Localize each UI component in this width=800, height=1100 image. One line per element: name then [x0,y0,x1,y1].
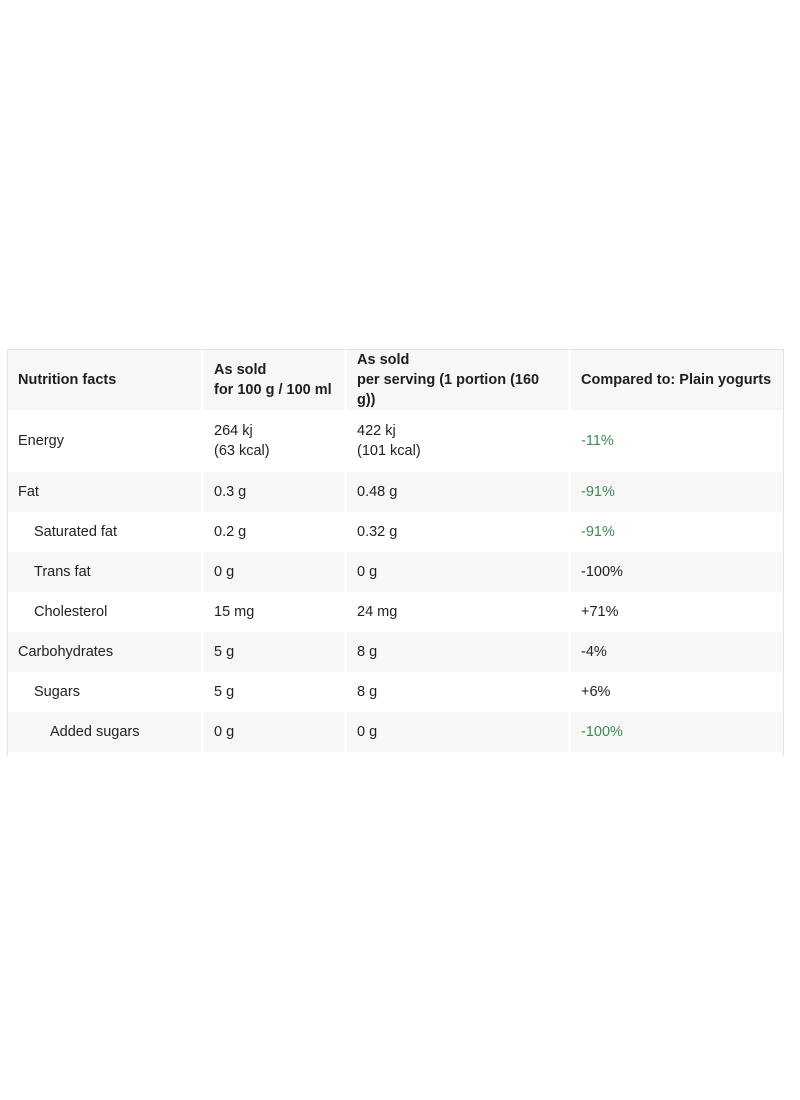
compared-value: -91% [571,472,783,512]
nutrient-name: Trans fat [8,552,201,592]
nutrient-name: Energy [8,410,201,472]
table-row-fat [8,472,783,512]
table-row-cholesterol [8,592,783,632]
header-per-serving: As sold per serving (1 portion (160 g)) [347,350,568,410]
header-nutrition-facts: Nutrition facts [8,350,201,410]
header-per-100g: As sold for 100 g / 100 ml [204,350,344,410]
value-per-serving: 422 kj (101 kcal) [347,410,568,472]
nutrient-name: Saturated fat [8,512,201,552]
table-header-row [8,350,783,410]
value-per-serving: 8 g [347,632,568,672]
table-row-energy [8,410,783,472]
nutrition-table [7,350,784,752]
value-per-100g: 0 g [204,552,344,592]
table-row-added-sugars [8,712,783,752]
value-per-100g: 0 g [204,712,344,752]
value-per-100g: 5 g [204,632,344,672]
nutrient-name: Carbohydrates [8,632,201,672]
nutrient-name: Added sugars [8,712,201,752]
compared-value: -91% [571,512,783,552]
table-row-saturated-fat [8,512,783,552]
table-row-sugars [8,672,783,712]
value-per-serving: 0 g [347,552,568,592]
value-per-100g: 0.3 g [204,472,344,512]
value-per-100g: 264 kj (63 kcal) [204,410,344,472]
nutrient-name: Fat [8,472,201,512]
header-compared-to: Compared to: Plain yogurts [571,350,783,410]
value-per-serving: 0.48 g [347,472,568,512]
value-per-100g: 15 mg [204,592,344,632]
table-row-trans-fat [8,552,783,592]
compared-value: +6% [571,672,783,712]
compared-value: -11% [571,410,783,472]
value-per-serving: 0.32 g [347,512,568,552]
nutrient-name: Sugars [8,672,201,712]
compared-value: -4% [571,632,783,672]
table-row-carbohydrates [8,632,783,672]
compared-value: -100% [571,552,783,592]
compared-value: -100% [571,712,783,752]
nutrition-table-container [7,349,784,756]
value-per-serving: 24 mg [347,592,568,632]
value-per-100g: 5 g [204,672,344,712]
nutrient-name: Cholesterol [8,592,201,632]
compared-value: +71% [571,592,783,632]
value-per-serving: 0 g [347,712,568,752]
value-per-100g: 0.2 g [204,512,344,552]
value-per-serving: 8 g [347,672,568,712]
